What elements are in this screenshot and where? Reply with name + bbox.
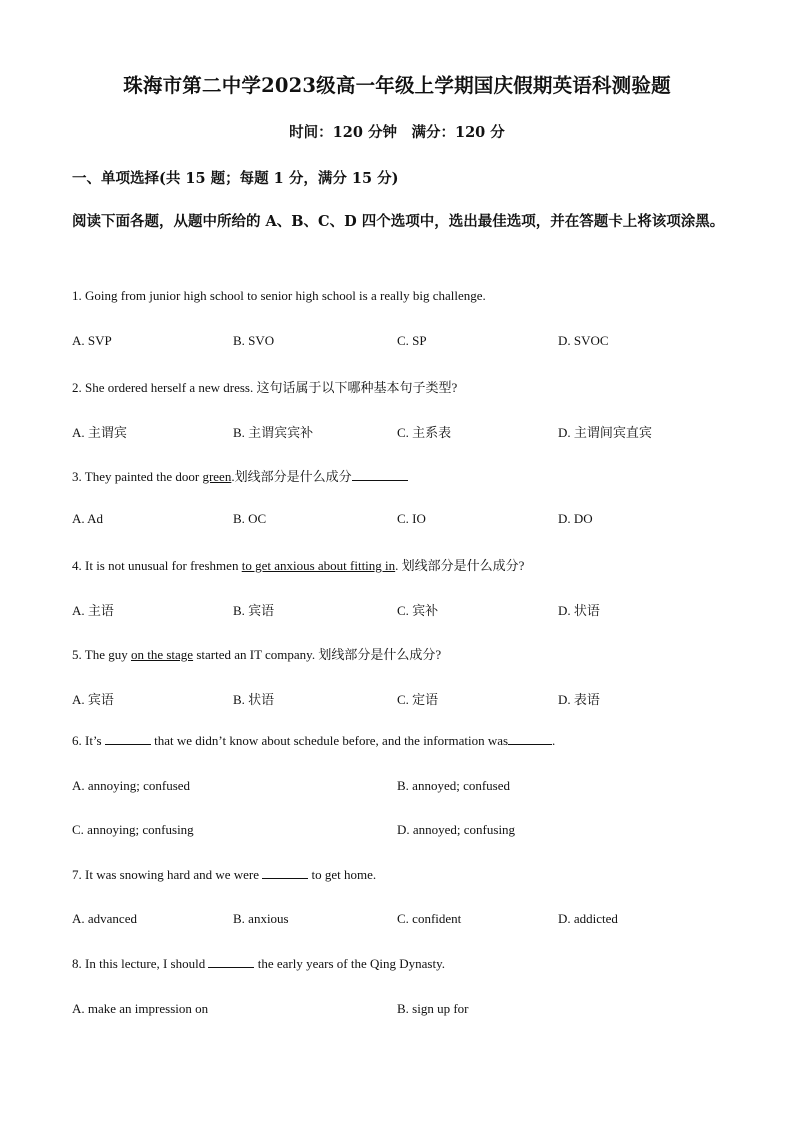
question-3-stem-text: 3. They painted the door <box>72 469 203 484</box>
question-5-option-d[interactable]: D. 表语 <box>558 692 600 707</box>
question-4-stem-text: 4. It is not unusual for freshmen <box>72 558 242 573</box>
question-6-option-c[interactable]: C. annoying; confusing <box>72 822 194 837</box>
question-5-option-a[interactable]: A. 宾语 <box>72 692 114 707</box>
question-2-option-c[interactable]: C. 主系表 <box>397 425 452 440</box>
question-1-option-d[interactable]: D. SVOC <box>558 333 609 348</box>
question-7-option-c[interactable]: C. confident <box>397 911 462 926</box>
question-8-stem-text: 8. In this lecture, I should <box>72 956 209 971</box>
question-7-option-a[interactable]: A. advanced <box>72 911 137 926</box>
question-3-option-a[interactable]: A. Ad <box>72 511 104 526</box>
question-2-option-b[interactable]: B. 主谓宾宾补 <box>233 425 314 440</box>
question-2-option-d[interactable]: D. 主谓间宾直宾 <box>558 425 652 440</box>
question-5-stem <box>72 644 441 663</box>
question-7-stem-text: 7. It was snowing hard and we were <box>72 867 263 882</box>
question-6-option-a[interactable]: A. annoying; confused <box>72 778 191 793</box>
question-3-option-b[interactable]: B. OC <box>233 511 267 526</box>
exam-time-score: 时间：120 分钟 满分：120 分 <box>289 124 505 141</box>
question-3-stem-suffix: .划线部分是什么成分 <box>231 469 352 484</box>
question-3-stem <box>72 466 408 485</box>
answer-blank <box>105 743 151 745</box>
question-6-option-b[interactable]: B. annoyed; confused <box>397 778 511 793</box>
question-8-stem <box>72 956 445 972</box>
answer-blank <box>508 743 552 745</box>
question-3-option-c[interactable]: C. IO <box>397 511 426 526</box>
question-7-option-d[interactable]: D. addicted <box>558 911 618 926</box>
question-2-stem: 2. She ordered herself a new dress. 这句话属于以下哪种基本句子类型? <box>72 380 458 395</box>
question-2-option-a[interactable]: A. 主谓宾 <box>72 425 127 440</box>
question-5-stem-suffix: started an IT company. 划线部分是什么成分? <box>193 647 442 662</box>
question-8-option-b[interactable]: B. sign up for <box>397 1001 469 1016</box>
question-7-stem <box>72 867 376 883</box>
question-1-option-a[interactable]: A. SVP <box>72 333 112 348</box>
question-3-option-d[interactable]: D. DO <box>558 511 593 526</box>
question-1-stem: 1. Going from junior high school to senior high school is a really big challenge. <box>72 288 486 303</box>
question-8-stem-suffix: the early years of the Qing Dynasty. <box>254 956 445 971</box>
question-6-stem-suffix: . <box>552 733 556 748</box>
question-7-option-b[interactable]: B. anxious <box>233 911 289 926</box>
question-4-stem-suffix: . 划线部分是什么成分? <box>395 558 525 573</box>
question-4-option-c[interactable]: C. 宾补 <box>397 603 439 618</box>
question-4-stem <box>72 555 524 574</box>
question-1-option-b[interactable]: B. SVO <box>233 333 275 348</box>
question-6-option-d[interactable]: D. annoyed; confusing <box>397 822 516 837</box>
question-1-option-c[interactable]: C. SP <box>397 333 427 348</box>
answer-blank <box>208 966 254 968</box>
question-6-stem-middle: that we didn’t know about schedule before, and the information was <box>150 733 509 748</box>
question-6-stem <box>72 733 555 749</box>
answer-blank <box>262 877 308 879</box>
question-4-underlined-part: to get anxious about fitting in <box>241 558 396 573</box>
question-5-option-c[interactable]: C. 定语 <box>397 692 439 707</box>
question-4-option-b[interactable]: B. 宾语 <box>233 603 275 618</box>
question-8-option-a[interactable]: A. make an impression on <box>72 1001 209 1016</box>
question-7-stem-suffix: to get home. <box>308 867 377 882</box>
section-instruction: 阅读下面各题，从题中所给的 A、B、C、D 四个选项中，选出最佳选项，并在答题卡上将该项涂黑。 <box>72 213 725 230</box>
question-6-stem-text: 6. It’s <box>72 733 105 748</box>
question-4-option-d[interactable]: D. 状语 <box>558 603 600 618</box>
question-5-option-b[interactable]: B. 状语 <box>233 692 275 707</box>
section-heading: 一、单项选择(共 15 题；每题 1 分，满分 15 分) <box>72 170 399 187</box>
question-5-underlined-part: on the stage <box>130 647 194 662</box>
question-3-underlined-part: green <box>202 469 232 484</box>
answer-blank <box>352 479 408 481</box>
exam-title: 珠海市第二中学2023级高一年级上学期国庆假期英语科测验题 <box>123 74 671 97</box>
question-4-option-a[interactable]: A. 主语 <box>72 603 114 618</box>
question-5-stem-text: 5. The guy <box>72 647 131 662</box>
